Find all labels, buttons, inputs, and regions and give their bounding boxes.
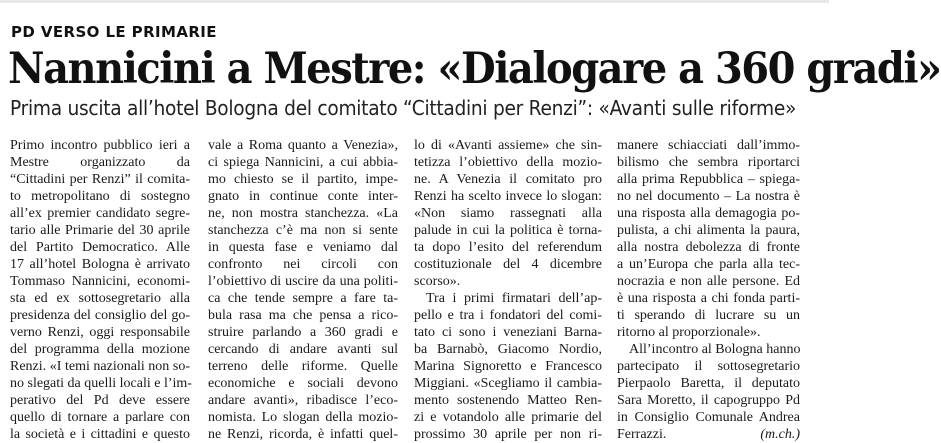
article-text-line: pello e tra i fondatori del comi- bbox=[414, 308, 602, 323]
article-subhead: Prima uscita all’hotel Bologna del comitato “Cittadini per Renzi”: «Avanti sulle riforme» bbox=[10, 96, 797, 120]
article-text-line: alla nostra debolezza di fronte bbox=[617, 240, 800, 255]
article-text-line: all’ex premier candidato segre- bbox=[10, 206, 190, 221]
article-text-line: ne. A Venezia il comitato pro bbox=[414, 172, 602, 187]
article-text-line: bula rasa ma che pensa a rico- bbox=[208, 308, 398, 323]
article-text-line: Primo incontro pubblico ieri a bbox=[10, 138, 190, 153]
article-text-line: mo chiesto se il partito, impe- bbox=[208, 172, 398, 187]
article-text-line: stanchezza c’è ma non si sente bbox=[208, 223, 398, 238]
article-text-line: struire parlando a 360 gradi e bbox=[208, 325, 398, 340]
article-text-line: “Cittadini per Renzi” il comita- bbox=[10, 172, 190, 187]
article-text-line: Tommaso Nannicini, economi- bbox=[10, 274, 190, 289]
article-text-line: zi e votandolo alle primarie del bbox=[414, 410, 602, 425]
article-text-line: «Non siamo rassegnati alla bbox=[414, 206, 602, 221]
article-text-line: manere schiacciati dall’immo- bbox=[617, 138, 800, 153]
article-text-line: Renzi. «I temi nazionali non so- bbox=[10, 359, 190, 374]
article-text-line: l’obiettivo di uscire da una politi- bbox=[208, 274, 398, 289]
article-text-line: partecipato il sottosegretario bbox=[617, 359, 800, 374]
article-text-line: Sara Moretto, il capogruppo Pd bbox=[617, 393, 800, 408]
article-text-line: mento sostenendo Matteo Ren- bbox=[414, 393, 602, 408]
article-text-line: del Partito Democratico. Alle bbox=[10, 240, 190, 255]
article-text-line: pulista, a chi alimenta la paura, bbox=[617, 223, 800, 238]
article-text-line: ne Renzi, ricorda, è infatti quel- bbox=[208, 427, 398, 442]
article-text-line: alla prima Repubblica – spiega- bbox=[617, 172, 800, 187]
article-kicker: PD VERSO LE PRIMARIE bbox=[11, 23, 217, 41]
article-text-line: 17 all’hotel Bologna è arrivato bbox=[10, 257, 190, 272]
article-text-line: nomista. Lo slogan della mozio- bbox=[208, 410, 398, 425]
article-column-1 bbox=[10, 137, 192, 442]
article-text-line: Renzi ha scelto invece lo slogan: bbox=[414, 189, 602, 204]
article-text-line: andare avanti», ribadisce l’eco- bbox=[208, 393, 398, 408]
article-text-line: perativo del Pd deve essere bbox=[10, 393, 190, 408]
article-column-4 bbox=[617, 137, 801, 442]
article-text-line: palude in cui la politica è torna- bbox=[414, 223, 602, 238]
article-text-line: in Consiglio Comunale Andrea bbox=[617, 410, 800, 425]
article-text-line: in questa fase e veniamo dal bbox=[208, 240, 398, 255]
article-text-line: a un’Europa che parla alla tec- bbox=[617, 257, 800, 272]
article-text-line: Pierpaolo Baretta, il deputato bbox=[617, 376, 800, 391]
article-text-line: lo di «Avanti assieme» che sin- bbox=[414, 138, 602, 153]
article-text-line: to metropolitano di sostegno bbox=[10, 189, 190, 204]
article-text-line: gnato in continue conte inter- bbox=[208, 189, 398, 204]
article-text-line: bilismo che sembra riportarci bbox=[617, 155, 800, 170]
article-text-line: no nel documento – La nostra è bbox=[617, 189, 800, 204]
article-text-line: vale a Roma quanto a Venezia», bbox=[208, 138, 398, 153]
article-text-line: ritorno al proporzionale». bbox=[617, 325, 761, 340]
author-signature: (m.ch.) bbox=[760, 427, 800, 442]
article-text-line: cercando di andare avanti sul bbox=[208, 342, 398, 357]
article-text-line: tario alle Primarie del 30 aprile bbox=[10, 223, 190, 238]
article-text-line: economiche e sociali devono bbox=[208, 376, 398, 391]
article-text-line: terreno delle riforme. Quelle bbox=[208, 359, 398, 374]
article-text-line: All’incontro al Bologna hanno bbox=[629, 342, 801, 357]
article-text-line: Mestre organizzato da bbox=[10, 155, 190, 170]
article-text-line: ti sperando di lucrare su un bbox=[617, 308, 800, 323]
article-column-2 bbox=[208, 137, 398, 442]
article-text-line: sta ed ex sottosegretario alla bbox=[10, 291, 190, 306]
article-text-line: ne, non mostra stanchezza. «La bbox=[208, 206, 398, 221]
article-text-line: Marina Signoretto e Francesco bbox=[414, 359, 602, 374]
article-text-line: ca che tende sempre a fare ta- bbox=[208, 291, 398, 306]
article-text-line: è una risposta a chi fonda parti- bbox=[617, 291, 800, 306]
article-text-line: prossimo 30 aprile per non ri- bbox=[414, 427, 602, 442]
article-text-line: tato ci sono i veneziani Barna- bbox=[414, 325, 602, 340]
article-text-line: no slegati da quelli locali e l’im- bbox=[10, 376, 192, 391]
article-column-3 bbox=[414, 137, 602, 442]
article-text-line: Ferrazzi. (m.ch.) bbox=[617, 427, 800, 442]
article-text-line: la società e i cittadini e questo bbox=[10, 427, 190, 442]
article-text-line: quello di tornare a parlare con bbox=[10, 410, 190, 425]
article-text-line: scorso». bbox=[414, 274, 461, 289]
article-text-line: Miggiani. «Scegliamo il cambia- bbox=[414, 376, 602, 391]
article-text-line: verno Renzi, oggi responsabile bbox=[10, 325, 190, 340]
article-text-line: Tra i primi firmatari dell’ap- bbox=[426, 291, 602, 306]
article-text-line: tetizza l’obiettivo della mozio- bbox=[414, 155, 602, 170]
article-text-line: costituzionale del 4 dicembre bbox=[414, 257, 602, 272]
article-text-line: confronto nei circoli con bbox=[208, 257, 398, 272]
article-headline: Nannicini a Mestre: «Dialogare a 360 gradi» bbox=[8, 44, 941, 94]
article-text-line: del programma della mozione bbox=[10, 342, 190, 357]
article-text-line: ba Barnabò, Giacomo Nordio, bbox=[414, 342, 602, 357]
article-text-line: una risposta alla demagogia po- bbox=[617, 206, 800, 221]
article-text-line: ta dopo l’esito del referendum bbox=[414, 240, 602, 255]
article-text-line: presidenza del consiglio del go- bbox=[10, 308, 190, 323]
top-rule bbox=[0, 0, 829, 3]
article-body bbox=[10, 137, 822, 442]
article-text-line: ci spiega Nannicini, a cui abbia- bbox=[208, 155, 398, 170]
article-text-line: nocrazia e non alle persone. Ed bbox=[617, 274, 800, 289]
